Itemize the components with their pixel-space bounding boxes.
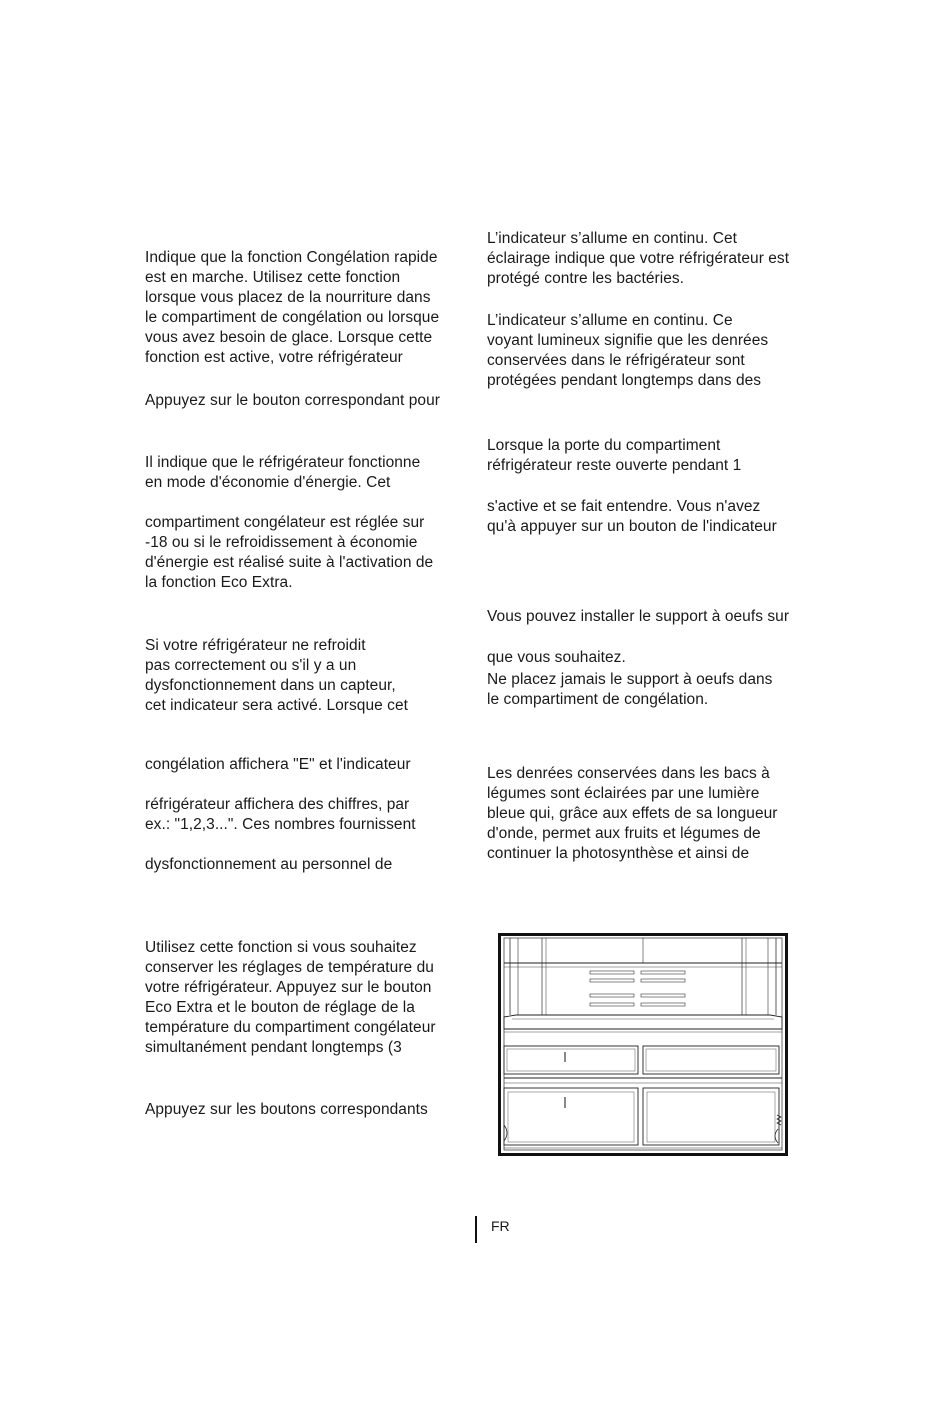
text-line: dysfonctionnement dans un capteur,	[145, 677, 396, 694]
text-line: voyant lumineux signifie que les denrées	[487, 332, 769, 349]
text-line: votre réfrigérateur. Appuyez sur le bouton	[145, 979, 432, 996]
text-line: Appuyez sur les boutons correspondants	[145, 1101, 428, 1118]
text-line: Si votre réfrigérateur ne refroidit	[145, 637, 366, 654]
text-line: Il indique que le réfrigérateur fonctionne	[145, 454, 421, 471]
text-line: conservées dans le réfrigérateur sont	[487, 352, 745, 369]
refrigerator-interior-illustration	[498, 933, 788, 1156]
text-line: simultanément pendant longtemps (3	[145, 1039, 402, 1056]
text-line: -18 ou si le refroidissement à économie	[145, 534, 418, 551]
text-line: pas correctement ou s'il y a un	[145, 657, 357, 674]
text-line: Eco Extra et le bouton de réglage de la	[145, 999, 415, 1016]
text-line: Indique que la fonction Congélation rapide	[145, 249, 438, 266]
text-line: le compartiment de congélation.	[487, 691, 709, 708]
text-line: bleue qui, grâce aux effets de sa longueur	[487, 805, 778, 822]
text-line: congélation affichera "E" et l'indicateur	[145, 756, 411, 773]
text-line: L’indicateur s’allume en continu. Ce	[487, 312, 733, 329]
text-line: conserver les réglages de température du	[145, 959, 434, 976]
text-line: protégées pendant longtemps dans des	[487, 372, 762, 389]
text-line: d'onde, permet aux fruits et légumes de	[487, 825, 761, 842]
text-line: Utilisez cette fonction si vous souhaitez	[145, 939, 417, 956]
text-line: dysfonctionnement au personnel de	[145, 856, 393, 873]
text-line: réfrigérateur reste ouverte pendant 1	[487, 457, 742, 474]
text-line: Appuyez sur le bouton correspondant pour	[145, 392, 440, 409]
text-line: s'active et se fait entendre. Vous n'avez	[487, 498, 761, 515]
text-line: réfrigérateur affichera des chiffres, par	[145, 796, 410, 813]
text-line: vous avez besoin de glace. Lorsque cette	[145, 329, 433, 346]
text-line: légumes sont éclairées par une lumière	[487, 785, 760, 802]
text-line: que vous souhaitez.	[487, 649, 626, 666]
text-line: protégé contre les bactéries.	[487, 270, 685, 287]
text-line: en mode d'économie d'énergie. Cet	[145, 474, 391, 491]
text-line: qu'à appuyer sur un bouton de l'indicateur	[487, 518, 777, 535]
text-line: température du compartiment congélateur	[145, 1019, 436, 1036]
text-line: Lorsque la porte du compartiment	[487, 437, 721, 454]
text-line: cet indicateur sera activé. Lorsque cet	[145, 697, 409, 714]
text-line: fonction est active, votre réfrigérateur	[145, 349, 403, 366]
text-line: éclairage indique que votre réfrigérateur est	[487, 250, 790, 267]
language-code: FR	[491, 1218, 510, 1234]
text-line: Ne placez jamais le support à oeufs dans	[487, 671, 773, 688]
text-line: compartiment congélateur est réglée sur	[145, 514, 425, 531]
text-line: le compartiment de congélation ou lorsque	[145, 309, 440, 326]
text-line: Les denrées conservées dans les bacs à	[487, 765, 770, 782]
text-line: lorsque vous placez de la nourriture dans	[145, 289, 431, 306]
text-line: la fonction Eco Extra.	[145, 574, 293, 591]
text-line: d'énergie est réalisé suite à l'activation de	[145, 554, 434, 571]
text-line: Vous pouvez installer le support à oeufs sur	[487, 608, 790, 625]
text-line: continuer la photosynthèse et ainsi de	[487, 845, 750, 862]
text-line: L’indicateur s’allume en continu. Cet	[487, 230, 737, 247]
text-line: est en marche. Utilisez cette fonction	[145, 269, 401, 286]
text-line: ex.: "1,2,3...". Ces nombres fournissent	[145, 816, 416, 833]
page-footer-divider	[475, 1216, 477, 1243]
